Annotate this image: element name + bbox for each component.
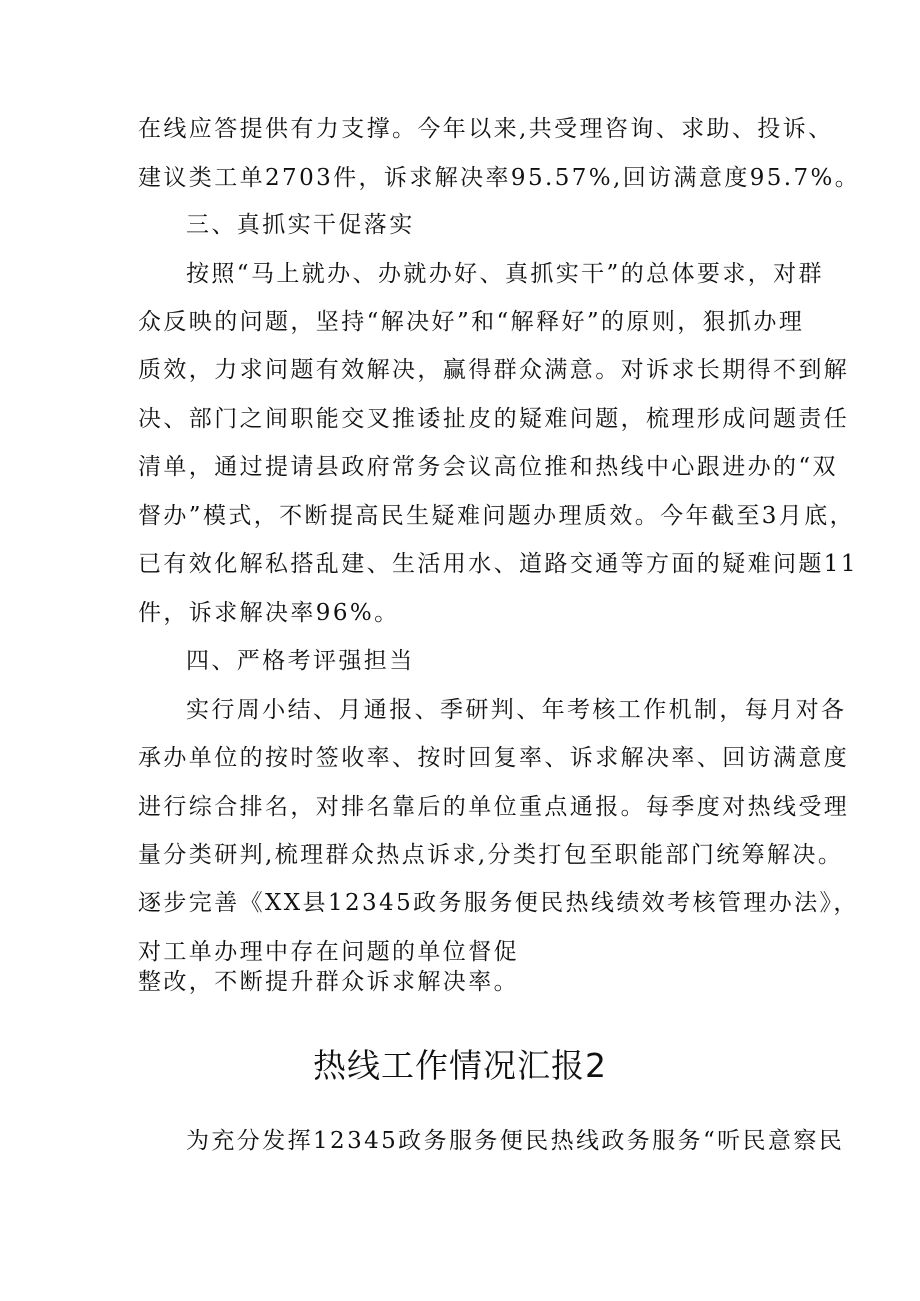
section-heading-3: 三、真抓实干促落实 xyxy=(186,212,415,238)
paragraph-line-11: 件，诉求解决率96%。 xyxy=(138,600,400,626)
paragraph-line-18: 对工单办理中存在问题的单位督促 xyxy=(138,939,519,965)
paragraph-line-7: 决、部门之间职能交叉推诿扯皮的疑难问题，梳理形成问题责任 xyxy=(138,406,850,432)
paragraph-line-19: 整改，不断提升群众诉求解决率。 xyxy=(138,969,519,995)
paragraph-line-2: 建议类工单2703件，诉求解决率95.57%,回访满意度95.7%。 xyxy=(138,165,861,191)
paragraph-line-13: 实行周小结、月通报、季研判、年考核工作机制，每月对各 xyxy=(186,697,847,723)
paragraph-line-15: 进行综合排名，对排名靠后的单位重点通报。每季度对热线受理 xyxy=(138,794,850,820)
section-heading-4: 四、严格考评强担当 xyxy=(186,648,415,674)
paragraph-line-14: 承办单位的按时签收率、按时回复率、诉求解决率、回访满意度 xyxy=(138,745,850,771)
paragraph-line-17: 逐步完善《XX县12345政务服务便民热线绩效考核管理办法》， xyxy=(138,890,859,916)
paragraph-line-6: 质效，力求问题有效解决，赢得群众满意。对诉求长期得不到解 xyxy=(138,357,850,383)
report-title: 热线工作情况汇报2 xyxy=(313,1046,607,1085)
paragraph-line-16: 量分类研判,梳理群众热点诉求,分类打包至职能部门统筹解决。 xyxy=(138,842,844,868)
paragraph-line-5: 众反映的问题，坚持“解决好”和“解释好”的原则，狠抓办理 xyxy=(138,309,805,335)
paragraph-line-1: 在线应答提供有力支撑。今年以来,共受理咨询、求助、投诉、 xyxy=(138,116,834,142)
paragraph-line-8: 清单，通过提请县政府常务会议高位推和热线中心跟进办的“双 xyxy=(138,454,838,480)
paragraph-line-4: 按照“马上就办、办就办好、真抓实干”的总体要求，对群 xyxy=(186,261,824,287)
paragraph-line-9: 督办”模式，不断提高民生疑难问题办理质效。今年截至3月底， xyxy=(138,503,855,529)
paragraph-line-10: 已有效化解私搭乱建、生活用水、道路交通等方面的疑难问题11 xyxy=(138,551,858,577)
paragraph-line-last: 为充分发挥12345政务服务便民热线政务服务“听民意察民 xyxy=(186,1128,845,1154)
